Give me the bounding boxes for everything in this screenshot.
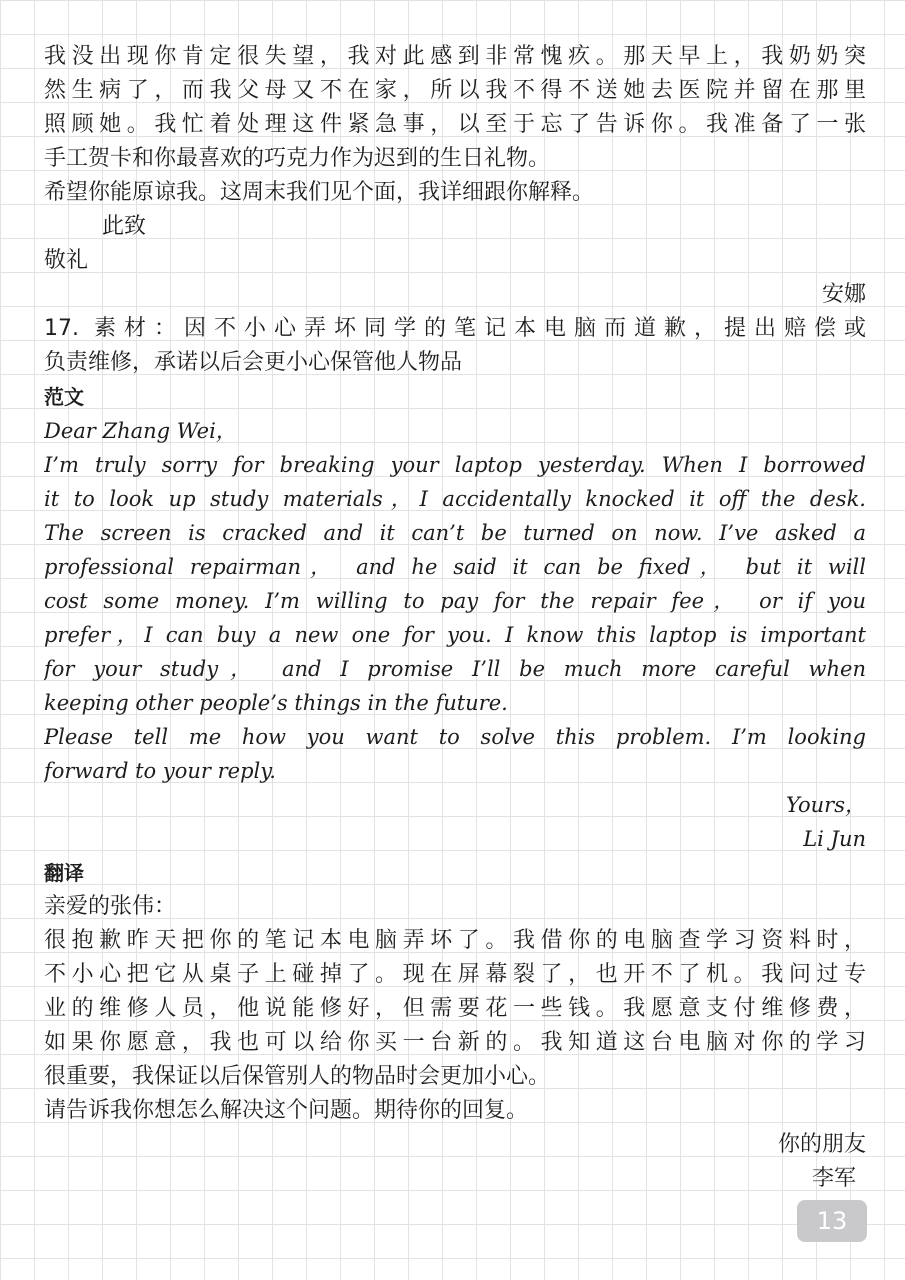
english-salutation: Dear Zhang Wei， <box>44 419 237 443</box>
chinese-signature: 李军 <box>811 1166 856 1191</box>
model-essay-label: 范文 <box>44 385 84 409</box>
english-line-9: Please tell me how you want to solve this problem. I’m looking <box>44 725 866 749</box>
letter1-line-4: 手工贺卡和你最喜欢的巧克力作为迟到的生日礼物。 <box>44 146 551 171</box>
chinese-line-4: 如果你愿意，我也可以给你买一台新的。我知道这台电脑对你的学习 <box>44 1030 866 1055</box>
letter1-line-2: 然生病了，而我父母又不在家，所以我不得不送她去医院并留在那里 <box>44 78 866 103</box>
letter1-line-1: 我没出现你肯定很失望，我对此感到非常愧疚。那天早上，我奶奶突 <box>44 44 866 69</box>
chinese-line-6: 请告诉我你想怎么解决这个问题。期待你的回复。 <box>44 1098 529 1123</box>
letter1-line-5: 希望你能原谅我。这周末我们见个面，我详细跟你解释。 <box>44 180 595 205</box>
item17-heading-line-1: 17. 素材：因不小心弄坏同学的笔记本电脑而道歉，提出赔偿或 <box>44 316 866 341</box>
notebook-page <box>44 40 866 1196</box>
english-closing: Yours， <box>785 793 866 817</box>
chinese-line-2: 不小心把它从桌子上碰掉了。现在屏幕裂了，也开不了机。我问过专 <box>44 962 866 987</box>
letter1-closing-2: 敬礼 <box>44 248 89 273</box>
english-line-8: keeping other people’s things in the future. <box>44 691 508 715</box>
chinese-line-5: 很重要，我保证以后保管别人的物品时会更加小心。 <box>44 1064 551 1089</box>
translation-label: 翻译 <box>44 861 84 885</box>
chinese-line-1: 很抱歉昨天把你的笔记本电脑弄坏了。我借你的电脑查学习资料时， <box>44 928 866 953</box>
english-line-10: forward to your reply. <box>44 759 276 783</box>
english-line-5: cost some money. I’m willing to pay for the repair fee， or if you <box>44 589 866 613</box>
letter1-signature: 安娜 <box>821 282 866 307</box>
chinese-salutation: 亲爱的张伟： <box>44 894 177 919</box>
english-line-4: professional repairman， and he said it can be fixed， but it will <box>44 555 866 579</box>
english-line-2: it to look up study materials，I accidentally knocked it off the desk. <box>44 487 866 511</box>
english-line-7: for your study， and I promise I’ll be much more careful when <box>44 657 866 681</box>
english-line-3: The screen is cracked and it can’t be turned on now. I’ve asked a <box>44 521 866 545</box>
chinese-line-3: 业的维修人员，他说能修好，但需要花一些钱。我愿意支付维修费， <box>44 996 866 1021</box>
letter1-closing-1: 此致 <box>102 214 147 239</box>
letter1-line-3: 照顾她。我忙着处理这件紧急事，以至于忘了告诉你。我准备了一张 <box>44 112 866 137</box>
english-line-1: I’m truly sorry for breaking your laptop yesterday. When I borrowed <box>44 453 866 477</box>
item17-heading-line-2: 负责维修，承诺以后会更小心保管他人物品 <box>44 350 463 375</box>
page-number-badge: 13 <box>797 1200 867 1242</box>
english-line-6: prefer，I can buy a new one for you. I know this laptop is important <box>44 623 866 647</box>
english-signature: Li Jun <box>803 827 866 851</box>
chinese-closing: 你的朋友 <box>777 1132 866 1157</box>
